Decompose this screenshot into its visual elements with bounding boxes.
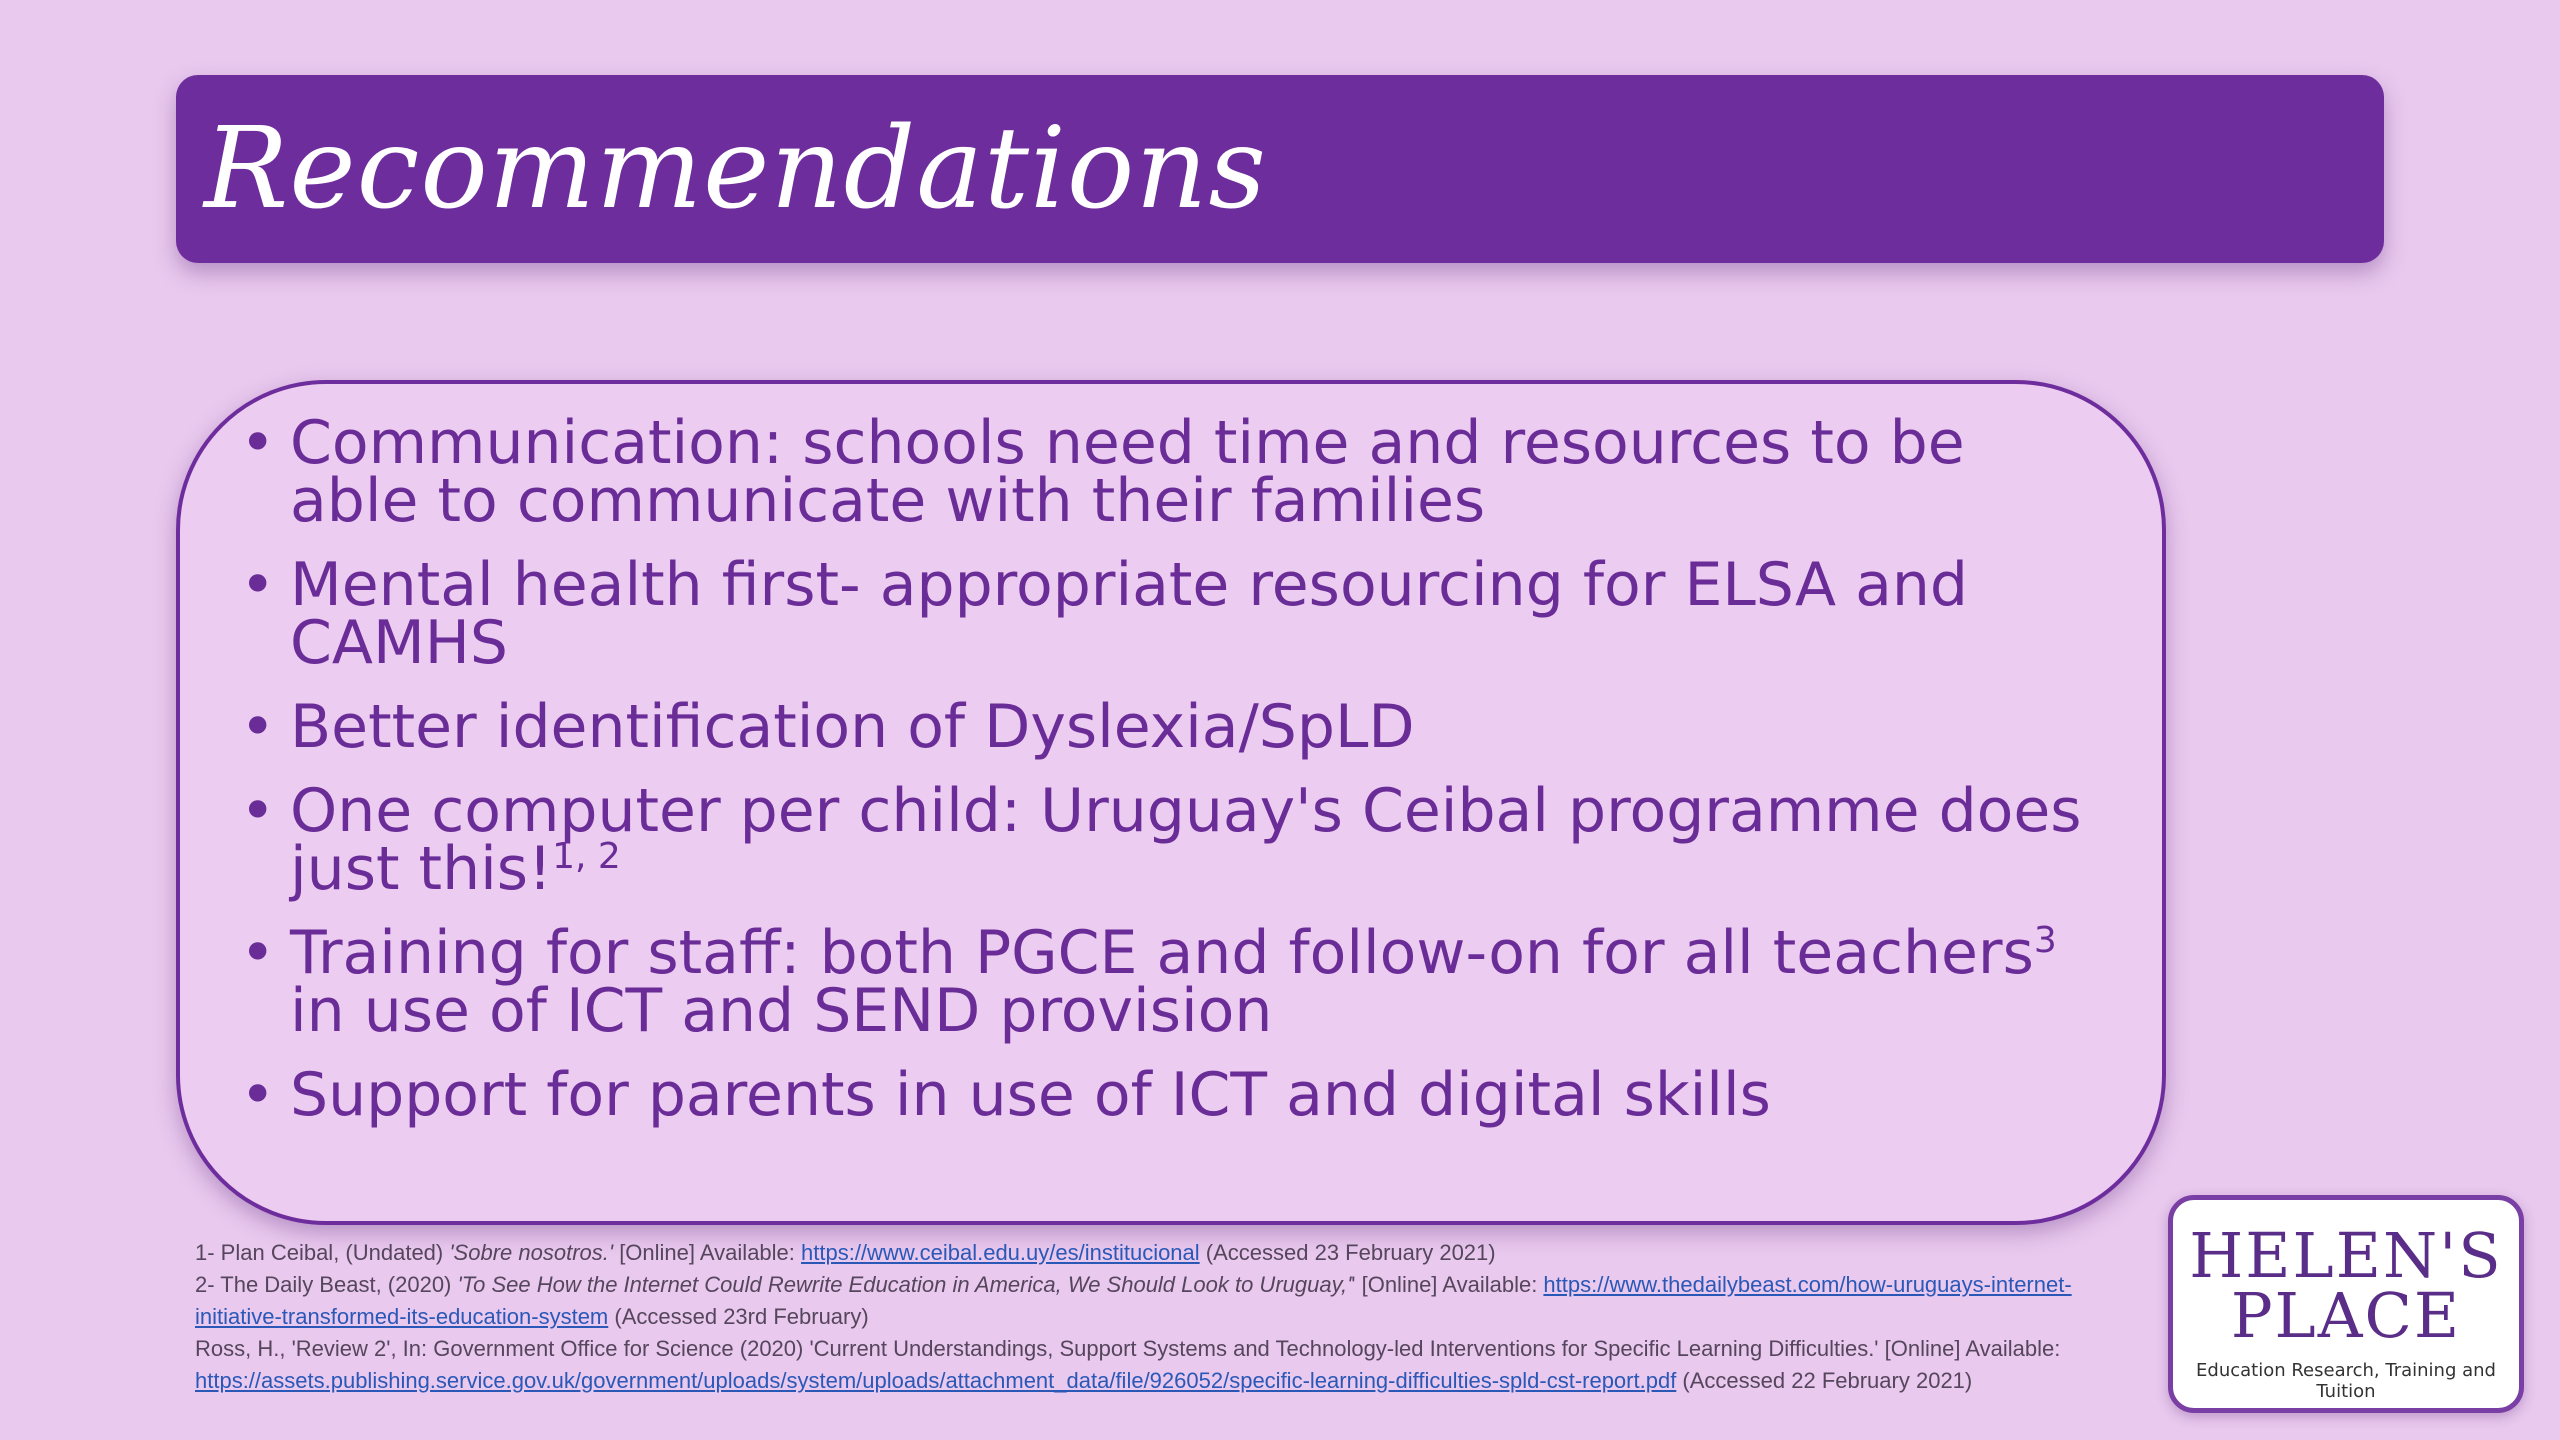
bullet-icon: •	[240, 692, 276, 762]
list-item	[240, 776, 2082, 904]
reference-text: 2- The Daily Beast, (2020)	[195, 1272, 458, 1297]
logo-line2: PLACE	[2230, 1279, 2462, 1352]
recommendations-box	[176, 380, 2166, 1225]
bullet-text: Training for staff: both PGCE and follow-on for all teachers	[290, 918, 2034, 988]
reference-link[interactable]: https://www.ceibal.edu.uy/es/institucional	[801, 1240, 1200, 1265]
bullet-icon: •	[240, 408, 276, 478]
bullet-text: Communication: schools need time and resources to be able to communicate with their families	[290, 408, 1965, 536]
bullet-text: Support for parents in use of ICT and digital skills	[290, 1060, 1771, 1130]
reference-3	[195, 1333, 2155, 1397]
title-banner	[176, 75, 2384, 263]
reference-text: (Accessed 23 February 2021)	[1199, 1240, 1496, 1265]
logo-line1: HELEN'S	[2189, 1219, 2503, 1292]
reference-text: (Accessed 23rd February)	[608, 1304, 869, 1329]
list-item	[240, 692, 2082, 762]
reference-text: Ross, H., 'Review 2', In: Government Office for Science (2020) 'Current Understandings, Support Systems and Technology-led Interventions for Specific Learning Difficulties.' [Online] Available:	[195, 1336, 2061, 1361]
bullet-text: Mental health first- appropriate resourcing for ELSA and CAMHS	[290, 550, 1968, 678]
helens-place-logo	[2168, 1195, 2524, 1413]
reference-text: ' [Online] Available:	[1351, 1272, 1544, 1297]
references	[195, 1237, 2155, 1397]
reference-text: (Accessed 22 February 2021)	[1676, 1368, 1973, 1393]
list-item	[240, 550, 2082, 678]
reference-1	[195, 1237, 2155, 1269]
bullet-icon: •	[240, 776, 276, 846]
bullet-icon: •	[240, 550, 276, 620]
reference-title: 'Sobre nosotros.'	[449, 1240, 614, 1265]
bullet-text-rest: in use of ICT and SEND provision	[290, 976, 1273, 1046]
footnote-marker: 3	[2033, 920, 2057, 961]
bullet-icon: •	[240, 1060, 276, 1130]
bullet-text: Better identification of Dyslexia/SpLD	[290, 692, 1415, 762]
list-item	[240, 1060, 2082, 1130]
recommendations-list	[240, 408, 2082, 1130]
reference-text: 1- Plan Ceibal, (Undated)	[195, 1240, 450, 1265]
reference-link[interactable]: https://www.thedailybeast.com/how-uruguays-internet-initiative-transformed-its-education-system	[195, 1272, 2072, 1329]
list-item	[240, 918, 2082, 1046]
slide-title: Recommendations	[204, 104, 1267, 234]
reference-title: 'To See How the Internet Could Rewrite Education in America, We Should Look to Uruguay,'	[457, 1272, 1352, 1297]
bullet-icon: •	[240, 918, 276, 988]
list-item	[240, 408, 2082, 536]
footnote-marker: 1, 2	[552, 836, 621, 877]
reference-text: [Online] Available:	[613, 1240, 802, 1265]
reference-2	[195, 1269, 2155, 1333]
bullet-text: One computer per child: Uruguay's Ceibal programme does just this!	[290, 776, 2082, 904]
reference-link[interactable]: https://assets.publishing.service.gov.uk/government/uploads/system/uploads/attachment_data/file/926052/specific-learning-difficulties-spld-cst-report.pdf	[195, 1368, 1677, 1393]
logo-tagline: Education Research, Training and Tuition	[2196, 1360, 2496, 1402]
